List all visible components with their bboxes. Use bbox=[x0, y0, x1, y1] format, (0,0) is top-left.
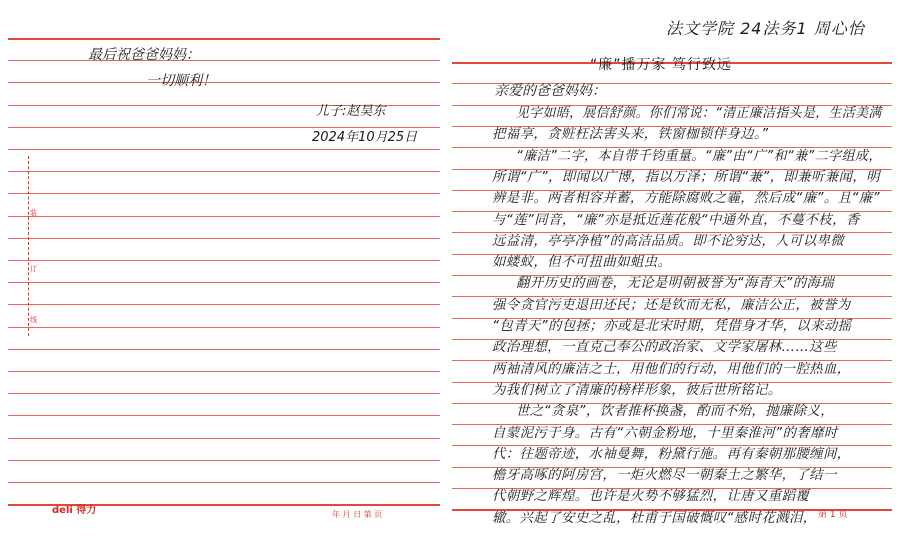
ruled-line bbox=[8, 415, 440, 416]
letter-body-line: 为我们树立了清廉的榜样形象，彼后世所铭记。 bbox=[492, 382, 782, 398]
binding-dashed-line bbox=[28, 156, 29, 336]
binding-label: 线 bbox=[30, 316, 37, 324]
letter-body-line: 檐牙高啄的阿房宫，一炬火燃尽一朝秦土之繁华，了结一 bbox=[492, 468, 837, 484]
letter-body-line: 把福享，贪赃枉法害头来，铁窗枷锁伴身边。” bbox=[492, 127, 769, 143]
letter-body-line: 政治理想，一直克己奉公的政治家、文学家屠林……这些 bbox=[492, 340, 837, 356]
ruled-line bbox=[8, 38, 440, 40]
ruled-line bbox=[8, 282, 440, 283]
ruled-line bbox=[8, 371, 440, 372]
ruled-line bbox=[8, 460, 440, 461]
letter-body-line: “廉洁”二字，本自带千钧重量。“廉”由“广”和“兼”二字组成， bbox=[516, 148, 882, 164]
ruled-line bbox=[8, 60, 440, 61]
page-number: 第 1 页 bbox=[818, 510, 848, 520]
footer-date-labels: 年 月 日 第 页 bbox=[332, 510, 383, 519]
brand-logo: deli 得力 bbox=[52, 505, 97, 516]
closing-greeting: 最后祝爸爸妈妈： bbox=[88, 47, 200, 63]
salutation: 亲爱的爸爸妈妈： bbox=[494, 83, 606, 99]
letter-body-line: 如蝼蚁，但不可扭曲如蛆虫。 bbox=[492, 255, 672, 271]
binding-label: 订 bbox=[30, 265, 37, 273]
letter-body-line: 辨是非。两者相容并蓄，方能除腐败之霾，然后成“廉”。且“廉” bbox=[492, 191, 880, 207]
letter-body-line: “包青天”的包拯；亦或是北宋时期，凭借身才华，以来动摇 bbox=[492, 319, 852, 334]
closing-wish: 一切顺利！ bbox=[146, 73, 216, 89]
letter-body-line: 自蒙泥污于身。古有“六朝金粉地，十里秦淮河”的奢靡时 bbox=[492, 425, 838, 441]
letter-body-line: 代：往题帝迹，水袖曼舞，粉黛行施。再有秦朝那腰缠间， bbox=[492, 446, 851, 462]
letter-body-line: 翻开历史的画卷，无论是明朝被誉为“海青天”的海瑞 bbox=[516, 276, 835, 292]
ruled-line bbox=[8, 238, 440, 239]
letter-body-line: 两袖清风的廉洁之士，用他们的行动，用他们的一腔热血， bbox=[492, 361, 851, 377]
letter-body-line: 辙。兴起了安史之乱，杜甫于国破慨叹“感时花溅泪， bbox=[492, 510, 817, 526]
right-notebook-page bbox=[452, 8, 892, 528]
letter-body-line: 所谓“广”，即闻以广博，指以万泽；所谓“兼”，即兼听兼闻，明 bbox=[492, 169, 880, 185]
ruled-line bbox=[8, 260, 440, 261]
ruled-lines bbox=[8, 8, 440, 528]
left-notebook-page bbox=[8, 8, 440, 528]
ruled-line bbox=[8, 393, 440, 394]
ruled-line bbox=[8, 193, 440, 194]
letter-title: “廉”播万家 笃行致远 bbox=[590, 57, 732, 73]
letter-body-line: 见字如晤，展信舒颜。你们常说：“清正廉洁指头是，生活美满 bbox=[516, 106, 882, 121]
ruled-line bbox=[8, 327, 440, 328]
letter-body-line: 强令贪官污吏退田还民；还是钦而无私，廉洁公正，被誉为 bbox=[492, 297, 851, 313]
ruled-line bbox=[8, 216, 440, 217]
signature: 儿子:赵昊东 bbox=[316, 104, 386, 119]
ruled-line bbox=[8, 349, 440, 350]
ruled-line bbox=[8, 304, 440, 305]
ruled-line bbox=[8, 438, 440, 439]
ruled-line bbox=[8, 171, 440, 172]
binding-label: 装 bbox=[30, 209, 37, 217]
ruled-line bbox=[8, 482, 440, 483]
author-header: 法文学院 24法务1 周心怡 bbox=[666, 19, 865, 38]
letter-body-line: 与“莲”同音，“廉”亦是抵近莲花般“中通外直，不蔓不枝，香 bbox=[492, 212, 860, 228]
letter-body-line: 代朝野之辉煌。也许是火势不够猛烈，让唐又重蹈覆 bbox=[492, 489, 810, 505]
letter-body-line: 远益清，亭亭净植”的高洁品质。即不论穷达，人可以卑微 bbox=[492, 233, 845, 249]
ruled-line bbox=[8, 82, 440, 83]
ruled-line bbox=[8, 149, 440, 150]
letter-body-line: 世之“贪泉”，饮者推杯换盏，酌而不殆，抛廉除义， bbox=[516, 404, 835, 420]
letter-date: 2024年10月25日 bbox=[312, 130, 418, 145]
